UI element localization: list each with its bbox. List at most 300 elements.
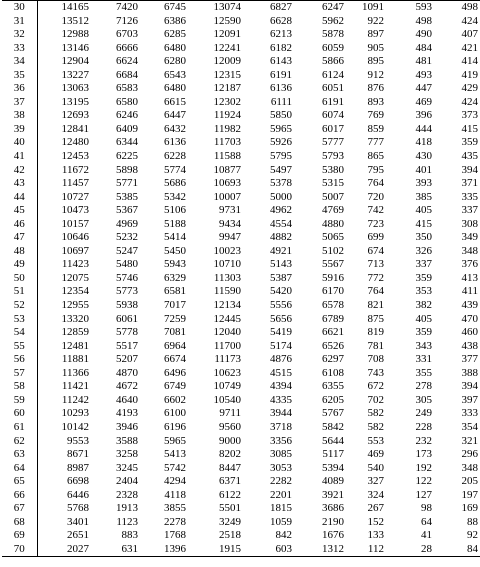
table-cell: 415 — [461, 122, 478, 135]
table-cell: 842 — [275, 529, 292, 542]
table-cell: 674 — [367, 244, 384, 257]
table-cell: 876 — [367, 82, 384, 95]
table-cell: 5207 — [116, 353, 138, 366]
table-cell: 11924 — [213, 109, 241, 122]
table-cell: 435 — [461, 150, 478, 163]
table-cell: 10749 — [213, 380, 241, 393]
table-cell: 5385 — [116, 190, 138, 203]
table-cell: 12315 — [213, 68, 241, 81]
table-row — [2, 353, 480, 367]
table-cell: 708 — [367, 353, 384, 366]
table-cell: 376 — [461, 258, 478, 271]
table-cell: 8671 — [67, 448, 89, 461]
table-cell: 92 — [467, 529, 478, 542]
table-cell: 3053 — [270, 461, 292, 474]
table-cell: 922 — [367, 14, 384, 27]
table-cell: 152 — [367, 515, 384, 528]
table-cell: 13195 — [61, 95, 89, 108]
table-cell: 3686 — [322, 502, 344, 515]
table-cell: 10023 — [213, 244, 241, 257]
table-cell: 4769 — [322, 204, 344, 217]
table-cell: 10697 — [61, 244, 89, 257]
table-row — [2, 299, 480, 313]
table-cell: 5247 — [116, 244, 138, 257]
table-cell: 13146 — [61, 41, 89, 54]
table-cell: 4554 — [270, 217, 292, 230]
row-label-cell: 39 — [2, 123, 37, 137]
table-cell: 6017 — [322, 122, 344, 135]
table-cell: 6280 — [164, 55, 186, 68]
table-cell: 11588 — [213, 150, 241, 163]
table-row — [2, 313, 480, 327]
table-row — [2, 435, 480, 449]
table-row — [2, 55, 480, 69]
table-cell: 228 — [415, 420, 432, 433]
table-row — [2, 177, 480, 191]
table-cell: 12904 — [61, 55, 89, 68]
table-cell: 3718 — [270, 420, 292, 433]
table-cell: 6100 — [164, 407, 186, 420]
table-cell: 4089 — [322, 475, 344, 488]
table-cell: 5644 — [322, 434, 344, 447]
table-cell: 3085 — [270, 448, 292, 461]
row-label-cell: 70 — [2, 543, 37, 557]
table-cell: 5771 — [116, 177, 138, 190]
table-cell: 393 — [415, 177, 432, 190]
table-cell: 6213 — [270, 28, 292, 41]
row-label-cell: 58 — [2, 380, 37, 394]
table-cell: 582 — [367, 407, 384, 420]
table-cell: 430 — [415, 150, 432, 163]
table-cell: 331 — [415, 353, 432, 366]
table-cell: 6111 — [270, 95, 292, 108]
table-cell: 6602 — [164, 393, 186, 406]
table-row — [2, 191, 480, 205]
table-cell: 540 — [367, 461, 384, 474]
table-cell: 9000 — [219, 434, 241, 447]
table-row — [2, 258, 480, 272]
table-cell: 343 — [415, 339, 432, 352]
table-cell: 12480 — [61, 136, 89, 149]
table-cell: 6666 — [116, 41, 138, 54]
table-cell: 10877 — [213, 163, 241, 176]
table-cell: 6205 — [322, 393, 344, 406]
table-cell: 3401 — [67, 515, 89, 528]
table-cell: 296 — [461, 448, 478, 461]
table-row — [2, 326, 480, 340]
table-cell: 6285 — [164, 28, 186, 41]
table-cell: 14165 — [37, 1, 91, 15]
row-label-cell: 33 — [2, 42, 37, 56]
table-cell: 5926 — [270, 136, 292, 149]
table-cell: 8202 — [219, 448, 241, 461]
table-cell: 12075 — [61, 271, 89, 284]
table-cell: 875 — [367, 312, 384, 325]
table-cell: 5916 — [322, 271, 344, 284]
table-cell: 12354 — [61, 285, 89, 298]
table-cell: 397 — [461, 393, 478, 406]
table-cell: 12241 — [213, 41, 241, 54]
table-cell: 11881 — [61, 353, 89, 366]
table-cell: 2518 — [219, 529, 241, 542]
table-cell: 5414 — [164, 231, 186, 244]
table-cell: 3245 — [116, 461, 138, 474]
table-cell: 11672 — [61, 163, 89, 176]
table-cell: 444 — [415, 122, 432, 135]
row-label-cell: 43 — [2, 177, 37, 191]
table-cell: 429 — [461, 82, 478, 95]
table-cell: 1396 — [140, 543, 188, 557]
table-cell: 893 — [367, 95, 384, 108]
table-cell: 772 — [367, 271, 384, 284]
table-cell: 7081 — [164, 326, 186, 339]
table-cell: 438 — [461, 339, 478, 352]
table-cell: 5965 — [270, 122, 292, 135]
table-cell: 5866 — [322, 55, 344, 68]
row-label-cell: 52 — [2, 299, 37, 313]
table-cell: 5774 — [164, 163, 186, 176]
table-cell: 10710 — [213, 258, 241, 271]
row-label-cell: 56 — [2, 353, 37, 367]
table-cell: 5656 — [270, 312, 292, 325]
table-cell: 6136 — [270, 82, 292, 95]
row-label-cell: 38 — [2, 109, 37, 123]
table-cell: 5850 — [270, 109, 292, 122]
table-cell: 5106 — [164, 204, 186, 217]
table-cell: 490 — [415, 28, 432, 41]
table-cell: 12453 — [61, 150, 89, 163]
table-cell: 5342 — [164, 190, 186, 203]
table-cell: 11703 — [213, 136, 241, 149]
table-cell: 6329 — [164, 271, 186, 284]
table-cell: 6698 — [67, 475, 89, 488]
table-cell: 3249 — [219, 515, 241, 528]
table-cell: 2201 — [270, 488, 292, 501]
table-cell: 353 — [415, 285, 432, 298]
table-cell: 493 — [415, 68, 432, 81]
table-row — [2, 123, 480, 137]
table-cell: 4969 — [116, 217, 138, 230]
table-cell: 9553 — [67, 434, 89, 447]
table-cell: 405 — [415, 204, 432, 217]
table-cell: 9434 — [219, 217, 241, 230]
table-cell: 11303 — [213, 271, 241, 284]
row-label-cell: 55 — [2, 340, 37, 354]
table-cell: 13320 — [61, 312, 89, 325]
table-row — [2, 407, 480, 421]
table-cell: 9560 — [219, 420, 241, 433]
table-cell: 723 — [367, 217, 384, 230]
table-cell: 12693 — [61, 109, 89, 122]
table-cell: 5898 — [116, 163, 138, 176]
table-cell: 1059 — [270, 515, 292, 528]
table-cell: 11173 — [214, 353, 241, 366]
table-row — [2, 1, 480, 15]
table-cell: 373 — [461, 109, 478, 122]
table-row — [2, 272, 480, 286]
table-cell: 5773 — [116, 285, 138, 298]
table-cell: 6749 — [164, 380, 186, 393]
table-cell: 13074 — [188, 1, 243, 15]
table-cell: 414 — [461, 55, 478, 68]
table-cell: 5962 — [322, 14, 344, 27]
table-cell: 1091 — [346, 1, 386, 15]
table-row — [2, 462, 480, 476]
table-cell: 3946 — [116, 420, 138, 433]
table-cell: 10623 — [213, 366, 241, 379]
table-cell: 388 — [461, 366, 478, 379]
table-cell: 6409 — [116, 122, 138, 135]
table-cell: 5413 — [164, 448, 186, 461]
table-cell: 3855 — [164, 502, 186, 515]
table-row — [2, 367, 480, 381]
table-cell: 6583 — [116, 82, 138, 95]
table-cell: 498 — [415, 14, 432, 27]
table-cell: 267 — [367, 502, 384, 515]
table-cell: 394 — [461, 380, 478, 393]
table-cell: 6628 — [270, 14, 292, 27]
table-cell: 2328 — [116, 488, 138, 501]
table-cell: 6228 — [164, 150, 186, 163]
table-row — [2, 136, 480, 150]
table-cell: 6827 — [243, 1, 294, 15]
table-cell: 354 — [461, 420, 478, 433]
table-cell: 411 — [461, 285, 478, 298]
table-cell: 5938 — [116, 299, 138, 312]
table-cell: 5394 — [322, 461, 344, 474]
table-cell: 173 — [415, 448, 432, 461]
table-cell: 10693 — [213, 177, 241, 190]
table-cell: 405 — [415, 312, 432, 325]
row-label-cell: 65 — [2, 475, 37, 489]
table-cell: 6580 — [116, 95, 138, 108]
table-cell: 6225 — [116, 150, 138, 163]
table-cell: 6526 — [322, 339, 344, 352]
table-row — [2, 204, 480, 218]
table-cell: 10142 — [61, 420, 89, 433]
table-cell: 777 — [367, 136, 384, 149]
table-cell: 419 — [461, 68, 478, 81]
row-label-cell: 63 — [2, 448, 37, 462]
table-cell: 1312 — [294, 543, 346, 557]
table-cell: 11590 — [213, 285, 241, 298]
row-label-cell: 47 — [2, 231, 37, 245]
table-cell: 350 — [415, 231, 432, 244]
table-row — [2, 28, 480, 42]
table-cell: 5767 — [322, 407, 344, 420]
row-label-cell: 45 — [2, 204, 37, 218]
table-cell: 6447 — [164, 109, 186, 122]
table-cell: 28 — [386, 543, 434, 557]
table-cell: 713 — [367, 258, 384, 271]
table-cell: 11982 — [213, 122, 241, 135]
table-cell: 460 — [461, 326, 478, 339]
table-cell: 13227 — [61, 68, 89, 81]
table-cell: 1768 — [164, 529, 186, 542]
table-cell: 337 — [415, 258, 432, 271]
table-cell: 742 — [367, 204, 384, 217]
table-body — [2, 1, 480, 557]
row-label-cell: 42 — [2, 164, 37, 178]
table-cell: 12187 — [213, 82, 241, 95]
table-cell: 122 — [415, 475, 432, 488]
table-cell: 912 — [367, 68, 384, 81]
row-label-cell: 61 — [2, 421, 37, 435]
table-cell: 2190 — [322, 515, 344, 528]
table-cell: 4640 — [116, 393, 138, 406]
row-label-cell: 54 — [2, 326, 37, 340]
table-cell: 5007 — [322, 190, 344, 203]
table-cell: 10727 — [61, 190, 89, 203]
row-label-cell: 34 — [2, 55, 37, 69]
table-cell: 6170 — [322, 285, 344, 298]
table-cell: 335 — [461, 190, 478, 203]
table-cell: 5567 — [322, 258, 344, 271]
table-cell: 764 — [367, 177, 384, 190]
table-cell: 6196 — [164, 420, 186, 433]
row-label-cell: 48 — [2, 245, 37, 259]
table-cell: 5102 — [322, 244, 344, 257]
table-cell: 413 — [461, 271, 478, 284]
table-cell: 905 — [367, 41, 384, 54]
table-cell: 4394 — [270, 380, 292, 393]
table-cell: 6124 — [322, 68, 344, 81]
table-cell: 6581 — [164, 285, 186, 298]
table-cell: 4962 — [270, 204, 292, 217]
table-cell: 1123 — [116, 515, 138, 528]
table-cell: 2651 — [67, 529, 89, 542]
table-cell: 5143 — [270, 258, 292, 271]
table-cell: 424 — [461, 14, 478, 27]
table-cell: 5480 — [116, 258, 138, 271]
table-cell: 5746 — [116, 271, 138, 284]
table-cell: 672 — [367, 380, 384, 393]
row-label-cell: 40 — [2, 136, 37, 150]
table-row — [2, 15, 480, 29]
table-row — [2, 380, 480, 394]
table-cell: 5174 — [270, 339, 292, 352]
row-label-cell: 36 — [2, 82, 37, 96]
table-cell: 6496 — [164, 366, 186, 379]
table-cell: 13063 — [61, 82, 89, 95]
table-cell: 498 — [434, 1, 480, 15]
table-cell: 13512 — [61, 14, 89, 27]
table-cell: 6182 — [270, 41, 292, 54]
row-label-cell: 44 — [2, 191, 37, 205]
table-cell: 5387 — [270, 271, 292, 284]
row-label-cell: 30 — [2, 1, 37, 15]
table-cell: 5943 — [164, 258, 186, 271]
table-row — [2, 96, 480, 110]
table-row — [2, 543, 480, 557]
table-cell: 5378 — [270, 177, 292, 190]
table-cell: 582 — [367, 420, 384, 433]
row-label-cell: 49 — [2, 258, 37, 272]
table-cell: 415 — [415, 217, 432, 230]
table-cell: 396 — [415, 109, 432, 122]
row-label-cell: 32 — [2, 28, 37, 42]
table-cell: 6703 — [116, 28, 138, 41]
table-cell: 6624 — [116, 55, 138, 68]
table-cell: 5000 — [270, 190, 292, 203]
table-cell: 12009 — [213, 55, 241, 68]
table-cell: 421 — [461, 41, 478, 54]
table-cell: 6246 — [116, 109, 138, 122]
table-cell: 6136 — [164, 136, 186, 149]
table-cell: 764 — [367, 285, 384, 298]
table-cell: 41 — [421, 529, 432, 542]
table-cell: 2278 — [164, 515, 186, 528]
table-cell: 112 — [346, 543, 386, 557]
table-cell: 4294 — [164, 475, 186, 488]
table-cell: 821 — [367, 299, 384, 312]
table-cell: 8447 — [219, 461, 241, 474]
table-cell: 5768 — [67, 502, 89, 515]
row-label-cell: 69 — [2, 529, 37, 543]
table-row — [2, 231, 480, 245]
table-cell: 1815 — [270, 502, 292, 515]
table-cell: 6964 — [164, 339, 186, 352]
table-cell: 6247 — [294, 1, 346, 15]
table-cell: 232 — [415, 434, 432, 447]
table-cell: 6355 — [322, 380, 344, 393]
table-cell: 5450 — [164, 244, 186, 257]
table-cell: 5778 — [116, 326, 138, 339]
table-cell: 5742 — [164, 461, 186, 474]
table-cell: 469 — [367, 448, 384, 461]
table-cell: 743 — [367, 366, 384, 379]
table-cell: 418 — [415, 136, 432, 149]
table-cell: 127 — [415, 488, 432, 501]
table-cell: 7017 — [164, 299, 186, 312]
table-cell: 88 — [467, 515, 478, 528]
table-cell: 6061 — [116, 312, 138, 325]
table-row — [2, 150, 480, 164]
table-cell: 337 — [461, 204, 478, 217]
table-cell: 5777 — [322, 136, 344, 149]
table-cell: 327 — [367, 475, 384, 488]
table-cell: 9711 — [219, 407, 241, 420]
table-cell: 5517 — [116, 339, 138, 352]
table-cell: 5232 — [116, 231, 138, 244]
table-cell: 2027 — [37, 543, 91, 557]
table-cell: 4193 — [116, 407, 138, 420]
table-row — [2, 394, 480, 408]
table-cell: 371 — [461, 177, 478, 190]
table-cell: 308 — [461, 217, 478, 230]
row-label-cell: 67 — [2, 502, 37, 516]
table-cell: 481 — [415, 55, 432, 68]
table-cell: 4672 — [116, 380, 138, 393]
table-cell: 84 — [434, 543, 480, 557]
row-label-cell: 60 — [2, 407, 37, 421]
table-cell: 385 — [415, 190, 432, 203]
table-cell: 6674 — [164, 353, 186, 366]
table-cell: 6789 — [322, 312, 344, 325]
table-cell: 470 — [461, 312, 478, 325]
table-cell: 4870 — [116, 366, 138, 379]
row-label-cell: 57 — [2, 367, 37, 381]
table-cell: 333 — [461, 407, 478, 420]
table-cell: 249 — [415, 407, 432, 420]
row-label-cell: 53 — [2, 313, 37, 327]
table-cell: 1915 — [188, 543, 243, 557]
table-cell: 359 — [461, 136, 478, 149]
table-cell: 6578 — [322, 299, 344, 312]
table-cell: 11421 — [61, 380, 89, 393]
table-cell: 305 — [415, 393, 432, 406]
table-row — [2, 529, 480, 543]
